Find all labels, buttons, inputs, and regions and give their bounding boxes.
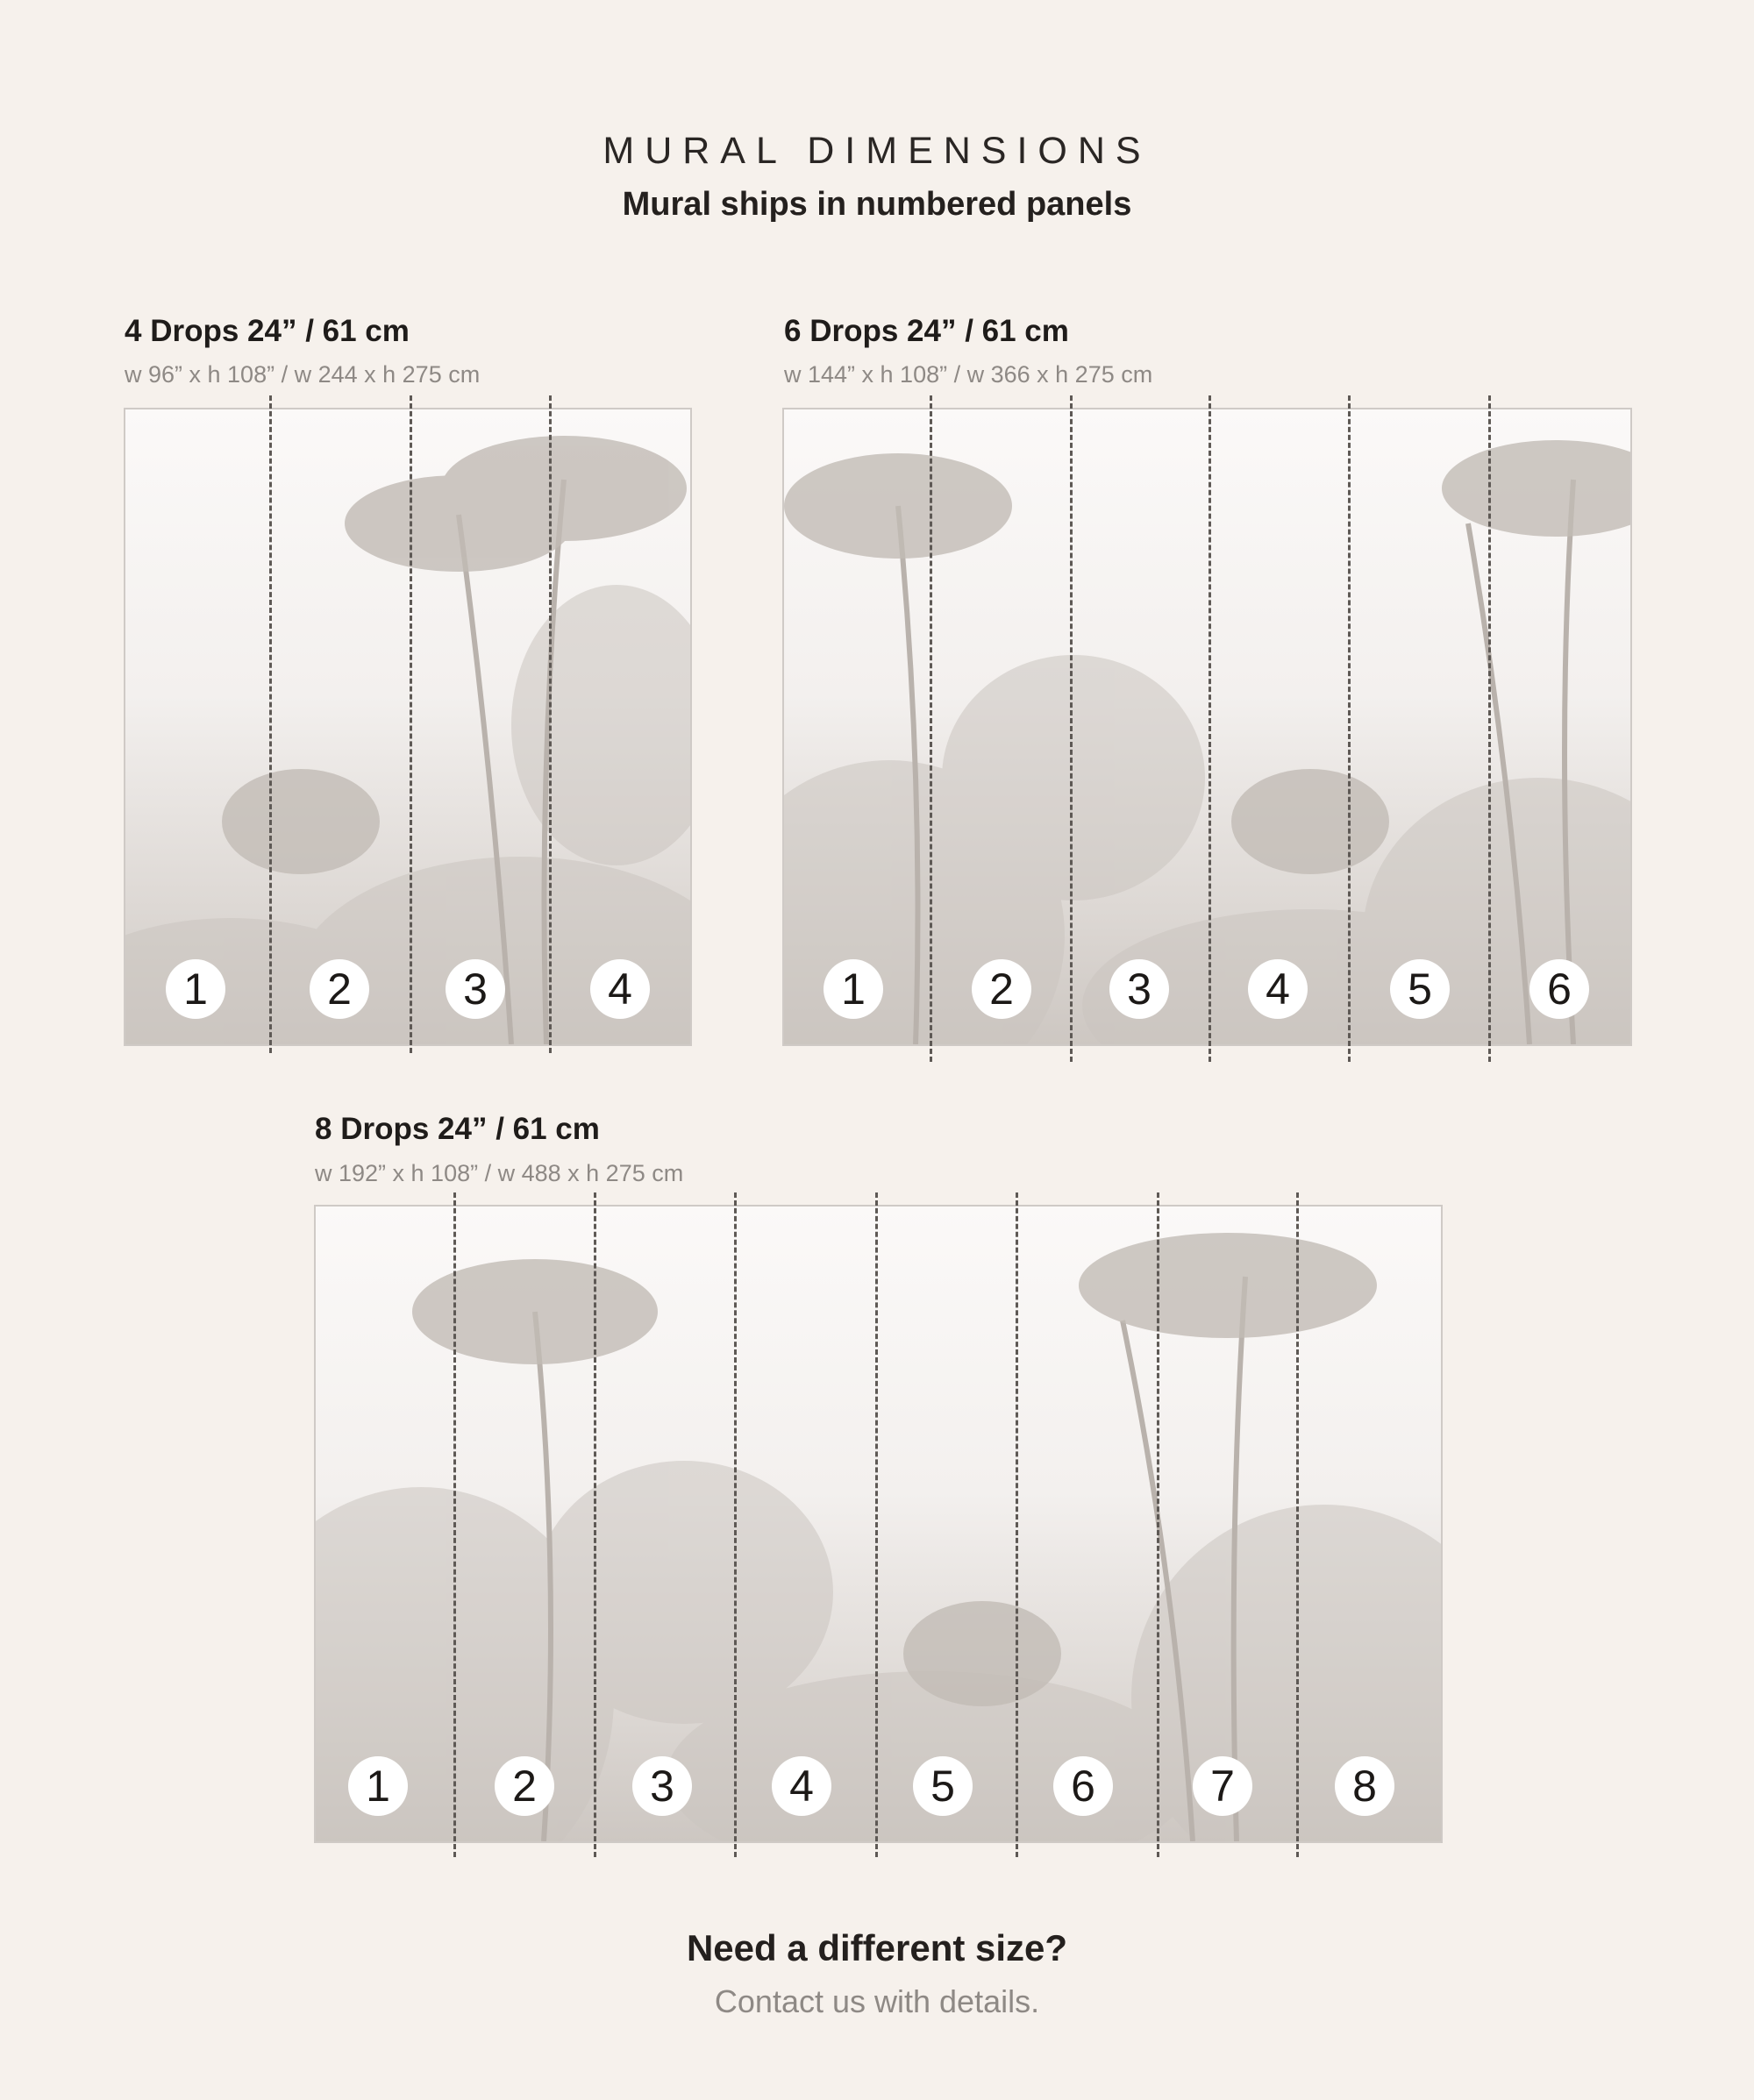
panel-number: 5 bbox=[1390, 959, 1450, 1019]
panel-number: 2 bbox=[495, 1756, 554, 1816]
panel-number: 5 bbox=[913, 1756, 973, 1816]
mural-4-preview bbox=[124, 408, 692, 1046]
panel-number: 1 bbox=[348, 1756, 408, 1816]
mural-6-dimensions: w 144” x h 108” / w 366 x h 275 cm bbox=[784, 361, 1153, 388]
panel-seam bbox=[930, 395, 932, 1062]
mural-8-dimensions: w 192” x h 108” / w 488 x h 275 cm bbox=[315, 1160, 684, 1186]
panel-number: 2 bbox=[310, 959, 369, 1019]
mural-8-preview bbox=[314, 1205, 1443, 1843]
cta-heading: Need a different size? bbox=[686, 1927, 1068, 1968]
mural-4-title: 4 Drops 24” / 61 cm bbox=[125, 314, 410, 348]
panel-seam bbox=[453, 1192, 456, 1857]
panel-seam bbox=[1016, 1192, 1018, 1857]
panel-seam bbox=[1209, 395, 1211, 1062]
panel-seam bbox=[875, 1192, 878, 1857]
page-subtitle: Mural ships in numbered panels bbox=[622, 186, 1132, 223]
panel-seam bbox=[269, 395, 272, 1053]
jungle-illustration bbox=[784, 409, 1630, 1044]
panel-number: 4 bbox=[590, 959, 650, 1019]
panel-seam bbox=[1070, 395, 1073, 1062]
contact-link[interactable]: Contact us with details. bbox=[714, 1983, 1040, 2019]
mural-6-title: 6 Drops 24” / 61 cm bbox=[784, 314, 1069, 348]
panel-number: 1 bbox=[824, 959, 883, 1019]
panel-number: 8 bbox=[1335, 1756, 1394, 1816]
panel-seam bbox=[1348, 395, 1351, 1062]
panel-seam bbox=[549, 395, 552, 1053]
panel-number: 3 bbox=[446, 959, 505, 1019]
panel-number: 4 bbox=[772, 1756, 831, 1816]
panel-seam bbox=[1157, 1192, 1159, 1857]
panel-seam bbox=[1296, 1192, 1299, 1857]
panel-number: 2 bbox=[972, 959, 1031, 1019]
mural-4-dimensions: w 96” x h 108” / w 244 x h 275 cm bbox=[125, 361, 481, 388]
panel-number: 6 bbox=[1053, 1756, 1113, 1816]
jungle-illustration bbox=[316, 1207, 1441, 1841]
mural-8-title: 8 Drops 24” / 61 cm bbox=[315, 1112, 600, 1146]
panel-number: 4 bbox=[1248, 959, 1308, 1019]
panel-seam bbox=[594, 1192, 596, 1857]
panel-seam bbox=[1488, 395, 1491, 1062]
jungle-illustration bbox=[125, 409, 690, 1044]
panel-number: 1 bbox=[166, 959, 225, 1019]
panel-number: 6 bbox=[1529, 959, 1589, 1019]
mural-6-preview bbox=[782, 408, 1632, 1046]
page-title: MURAL DIMENSIONS bbox=[602, 130, 1152, 172]
panel-seam bbox=[734, 1192, 737, 1857]
panel-seam bbox=[410, 395, 412, 1053]
panel-number: 3 bbox=[632, 1756, 692, 1816]
panel-number: 3 bbox=[1109, 959, 1169, 1019]
panel-number: 7 bbox=[1193, 1756, 1252, 1816]
